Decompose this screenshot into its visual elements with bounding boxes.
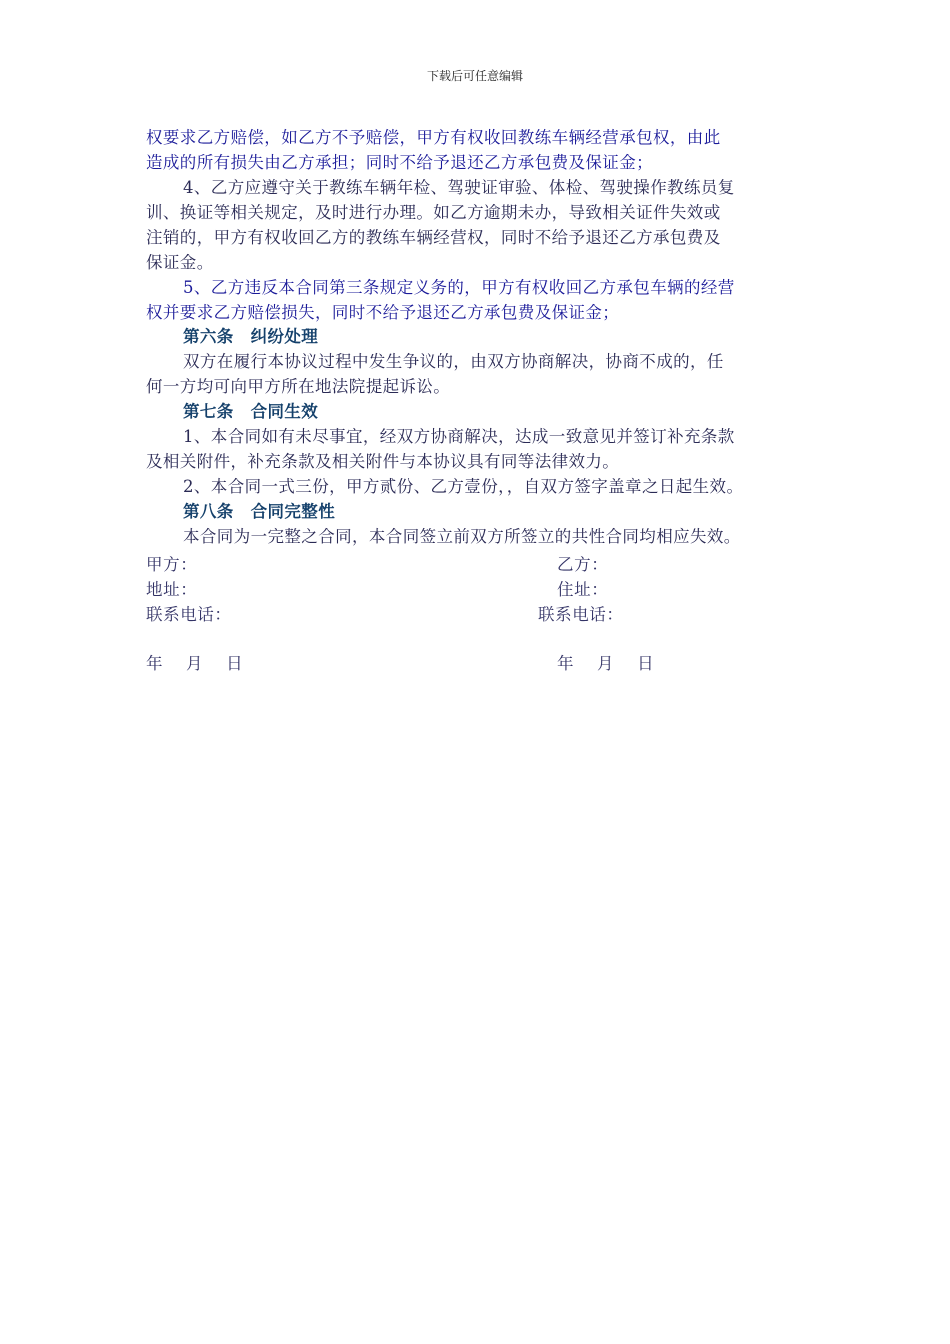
paragraph-line: 保证金。 <box>146 253 214 272</box>
paragraph-line: 何一方均可向甲方所在地法院提起诉讼。 <box>146 377 451 396</box>
paragraph-line: 权并要求乙方赔偿损失，同时不给予退还乙方承包费及保证金； <box>146 303 620 322</box>
party-b-address-label: 住址： <box>557 580 609 599</box>
paragraph-line: 本合同为一完整之合同，本合同签立前双方所签立的共性合同均相应失效。 <box>183 527 741 546</box>
party-a-date: 年 月 日 <box>146 654 244 673</box>
paragraph-line: 注销的，甲方有权收回乙方的教练车辆经营权，同时不给予退还乙方承包费及 <box>146 228 721 247</box>
party-b-label: 乙方： <box>557 555 609 574</box>
paragraph-line: 及相关附件，补充条款及相关附件与本协议具有同等法律效力。 <box>146 452 620 471</box>
section-heading: 第六条 纠纷处理 <box>183 327 319 346</box>
party-b-phone-label: 联系电话： <box>538 605 624 624</box>
party-a-address-label: 地址： <box>146 580 198 599</box>
paragraph-line: 双方在履行本协议过程中发生争议的，由双方协商解决，协商不成的，任 <box>183 352 724 371</box>
paragraph-line: 1、本合同如有未尽事宜，经双方协商解决，达成一致意见并签订补充条款 <box>183 427 735 446</box>
section-heading: 第七条 合同生效 <box>183 402 319 421</box>
paragraph-line: 造成的所有损失由乙方承担；同时不给予退还乙方承包费及保证金； <box>146 153 653 172</box>
section-heading: 第八条 合同完整性 <box>183 502 336 521</box>
paragraph-line: 4、乙方应遵守关于教练车辆年检、驾驶证审验、体检、驾驶操作教练员复 <box>183 178 735 197</box>
paragraph-line: 权要求乙方赔偿，如乙方不予赔偿，甲方有权收回教练车辆经营承包权，由此 <box>146 128 721 147</box>
paragraph-line: 训、换证等相关规定，及时进行办理。如乙方逾期未办，导致相关证件失效或 <box>146 203 721 222</box>
page-header: 下载后可任意编辑 <box>426 69 523 83</box>
party-a-label: 甲方： <box>146 555 198 574</box>
paragraph-line: 5、乙方违反本合同第三条规定义务的，甲方有权收回乙方承包车辆的经营 <box>183 278 735 297</box>
party-b-date: 年 月 日 <box>557 654 655 673</box>
party-a-phone-label: 联系电话： <box>146 605 232 624</box>
paragraph-line: 2、本合同一式三份，甲方贰份、乙方壹份，，自双方签字盖章之日起生效。 <box>183 477 744 496</box>
